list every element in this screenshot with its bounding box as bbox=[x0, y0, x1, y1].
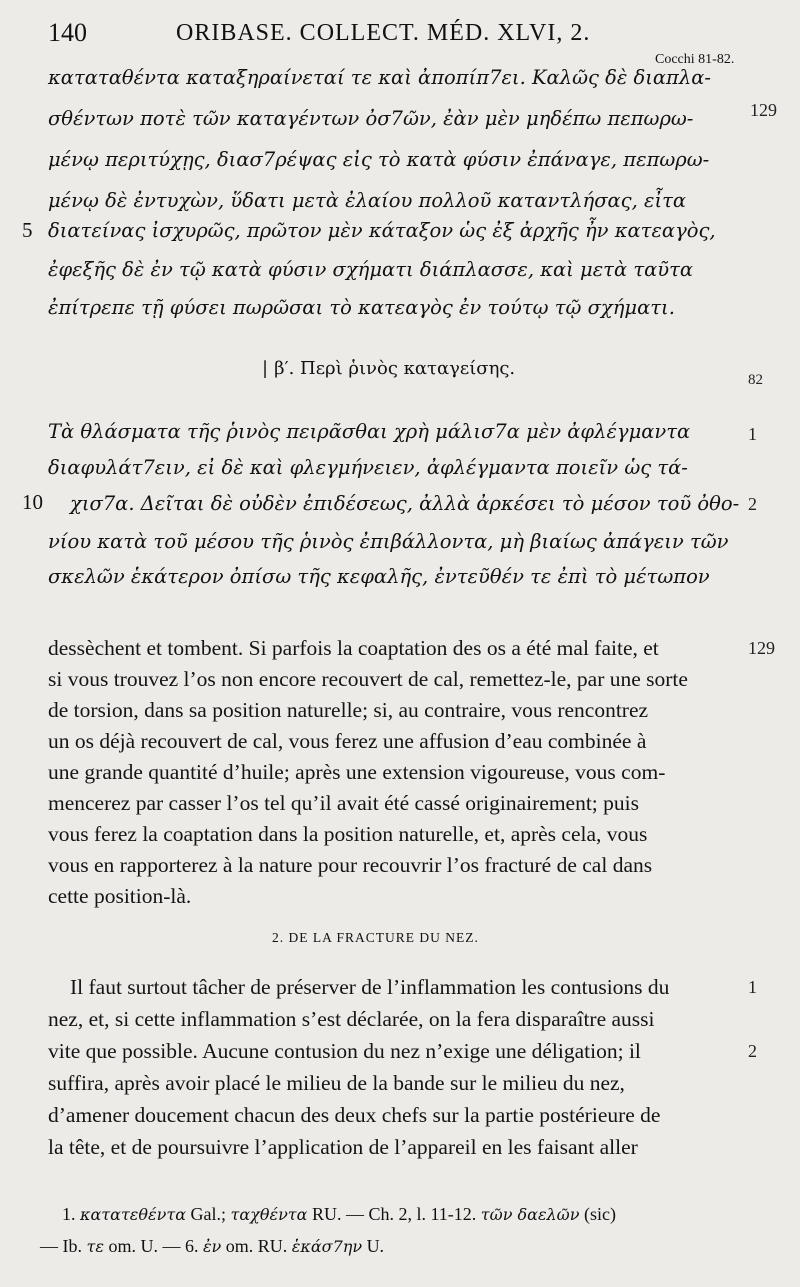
french-line-4: un os déjà recouvert de cal, vous ferez une affusion d’eau combinée à bbox=[48, 729, 647, 753]
cocchi-reference: Cocchi 81-82. bbox=[655, 52, 735, 67]
line-number-5: 5 bbox=[22, 218, 33, 242]
greek-section-title bbox=[262, 358, 515, 379]
french-section-line-2: nez, et, si cette inflammation s’est déclarée, on la fera disparaître aussi bbox=[48, 1007, 655, 1031]
french-line-6: mencerez par casser l’os tel qu’il avait été cassé originairement; puis bbox=[48, 791, 639, 815]
running-title: ORIBASE. COLLECT. MÉD. XLVI, 2. bbox=[176, 20, 591, 46]
greek-line-4: μένῳ δὲ ἐντυχὼν, ὕδατι μετὰ ἐλαίου πολλοῦ καταντλήσας, εἶτα bbox=[48, 189, 687, 212]
greek-line-5: διατείνας ἰσχυρῶς, πρῶτον μὲν κάταξον ὡς ἐξ ἀρχῆς ἦν κατεαγὸς, bbox=[48, 219, 716, 242]
page-header bbox=[48, 18, 748, 58]
greek-line-3: μένῳ περιτύχῃς, διασ7ρέψας εἰς τὸ κατὰ φύσιν ἐπάναγε, πεπωρω- bbox=[48, 148, 710, 171]
margin-ref-82: 82 bbox=[748, 372, 763, 388]
french-line-8: vous en rapporterez à la nature pour recouvrir l’os fracturé de cal dans bbox=[48, 853, 653, 877]
french-line-9: cette position-là. bbox=[48, 884, 192, 908]
footnote-2-greek-a: τε bbox=[86, 1237, 104, 1256]
footnote-1-greek-c: τῶν δαελῶν bbox=[480, 1205, 580, 1224]
footnote-line-1 bbox=[62, 1204, 772, 1225]
margin-french-1: 1 bbox=[748, 977, 757, 997]
greek-section-line-1: Τὰ θλάσματα τῆς ῥινὸς πειρᾶσθαι χρὴ μάλισ7α μὲν ἀφλέγμαντα bbox=[48, 420, 691, 443]
greek-section-line-2: διαφυλάτ7ειν, εἰ δὲ καὶ φλεγμήνειεν, ἀφλέγμαντα ποιεῖν ὡς τά- bbox=[48, 456, 688, 479]
footnote-2-greek-c: ἑκάσ7ην bbox=[291, 1237, 363, 1256]
greek-line-7: ἐπίτρεπε τῇ φύσει πωρῶσαι τὸ κατεαγὸς ἐν τούτῳ τῷ σχήματι. bbox=[48, 296, 675, 319]
footnote-2-greek-b: ἐν bbox=[202, 1237, 222, 1256]
greek-line-2: σθέντων ποτὲ τῶν καταγέντων ὀσ7ῶν, ἐὰν μὲν μηδέπω πεπωρω- bbox=[48, 107, 694, 130]
footnote-1-src-b: RU. — Ch. 2, l. 11-12. bbox=[307, 1204, 481, 1224]
french-section-line-3: vite que possible. Aucune contusion du nez n’exige une déligation; il bbox=[48, 1039, 641, 1063]
footnote-1-greek-b: ταχθέντα bbox=[230, 1205, 308, 1224]
greek-section-line-3: χισ7α. Δεῖται δὲ οὐδὲν ἐπιδέσεως, ἀλλὰ ἀρκέσει τὸ μέσον τοῦ ὀθο- bbox=[70, 492, 740, 515]
footnote-1-greek-a: κατατεθέντα bbox=[80, 1205, 186, 1224]
greek-section-line-4: νίου κατὰ τοῦ μέσου τῆς ῥινὸς ἐπιβάλλοντα, μὴ βιαίως ἀπάγειν τῶν bbox=[48, 530, 729, 553]
footnote-2-src-a: om. U. — 6. bbox=[103, 1236, 203, 1256]
french-section-line-5: d’amener doucement chacun des deux chefs sur la partie postérieure de bbox=[48, 1103, 661, 1127]
french-line-5: une grande quantité d’huile; après une extension vigoureuse, vous com- bbox=[48, 760, 666, 784]
line-number-10: 10 bbox=[22, 490, 43, 514]
french-section-title: 2. DE LA FRACTURE DU NEZ. bbox=[272, 930, 479, 945]
margin-ref-129-french: 129 bbox=[748, 638, 775, 658]
footnote-1-sic: (sic) bbox=[579, 1204, 616, 1224]
margin-greek-1: 1 bbox=[748, 424, 757, 444]
margin-greek-2: 2 bbox=[748, 494, 757, 514]
footnote-line-2 bbox=[40, 1236, 750, 1257]
footnote-2-src-b: om. RU. bbox=[221, 1236, 292, 1256]
french-section-line-1: Il faut surtout tâcher de préserver de l’inflammation les contusions du bbox=[70, 975, 670, 999]
french-section-line-6: la tête, et de poursuivre l’application de l’appareil en les faisant aller bbox=[48, 1135, 638, 1159]
greek-section-line-5: σκελῶν ἑκάτερον ὀπίσω τῆς κεφαλῆς, ἐντεῦθέν τε ἐπὶ τὸ μέτωπον bbox=[48, 565, 710, 588]
section-bar: | bbox=[262, 358, 269, 379]
footnote-1-num: 1. bbox=[62, 1204, 80, 1224]
footnote-2-ib: — Ib. bbox=[40, 1236, 87, 1256]
french-line-7: vous ferez la coaptation dans la position naturelle, et, après cela, vous bbox=[48, 822, 648, 846]
french-line-2: si vous trouvez l’os non encore recouvert de cal, remettez-le, par une sorte bbox=[48, 667, 688, 691]
greek-section-title-text: β′. Περὶ ῥινὸς καταγείσης. bbox=[274, 358, 516, 379]
french-section-line-4: suffira, après avoir placé le milieu de la bande sur le milieu du nez, bbox=[48, 1071, 625, 1095]
page-number: 140 bbox=[48, 18, 87, 47]
footnote-1-src-a: Gal.; bbox=[186, 1204, 231, 1224]
footnote-2-src-c: U. bbox=[362, 1236, 385, 1256]
french-line-1: dessèchent et tombent. Si parfois la coaptation des os a été mal faite, et bbox=[48, 636, 659, 660]
margin-ref-129-top: 129 bbox=[750, 100, 777, 120]
french-line-3: de torsion, dans sa position naturelle; si, au contraire, vous rencontrez bbox=[48, 698, 649, 722]
greek-line-1: καταταθέντα καταξηραίνεταί τε καὶ ἀποπίπ7ει. Καλῶς δὲ διαπλα- bbox=[48, 66, 711, 89]
margin-french-2: 2 bbox=[748, 1041, 757, 1061]
greek-line-6: ἐφεξῆς δὲ ἐν τῷ κατὰ φύσιν σχήματι διάπλασσε, καὶ μετὰ ταῦτα bbox=[48, 258, 694, 281]
